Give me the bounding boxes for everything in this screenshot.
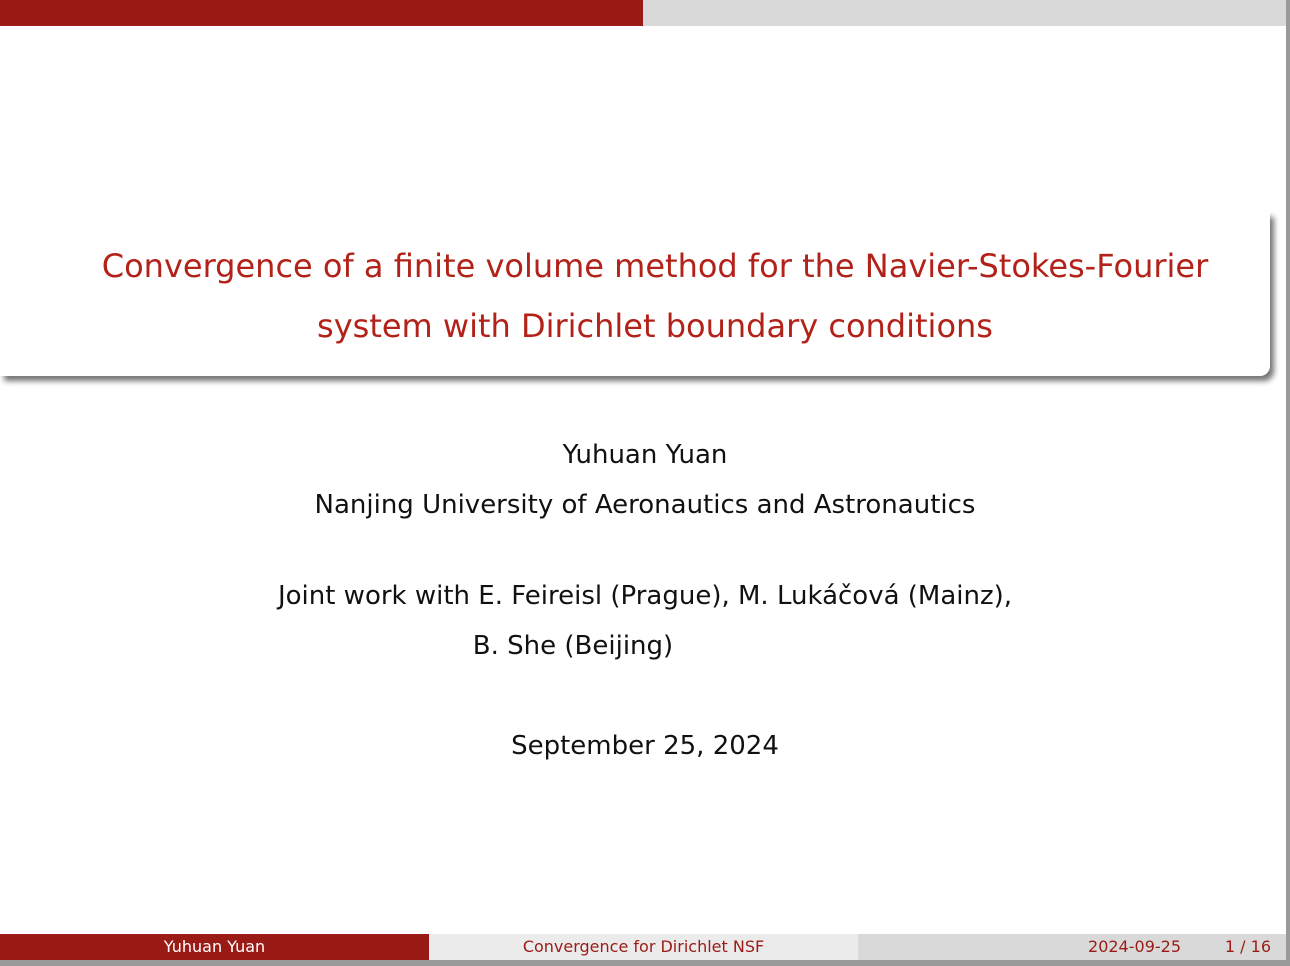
joint-work-line-1: Joint work with E. Feireisl (Prague), M. Lukáčová (Mainz), xyxy=(277,581,1013,611)
footer-info xyxy=(858,934,1286,960)
footer xyxy=(0,934,1286,960)
frame-edge-right xyxy=(1286,0,1290,966)
footer-page-number[interactable]: 1 / 16 xyxy=(1224,937,1271,956)
institute: Nanjing University of Aeronautics and Astronautics xyxy=(314,490,976,520)
footer-author: Yuhuan Yuan xyxy=(0,934,429,960)
joint-work-line-2: B. She (Beijing) xyxy=(472,631,674,661)
progress-bar-fill xyxy=(0,0,643,26)
title-line-1: Convergence of a finite volume method for the Navier-Stokes-Fourier xyxy=(101,247,1209,285)
progress-bar xyxy=(0,0,1286,26)
footer-short-title: Convergence for Dirichlet NSF xyxy=(429,934,858,960)
footer-date: 2024-09-25 xyxy=(1088,937,1181,956)
presentation-date: September 25, 2024 xyxy=(511,731,779,761)
frame-edge-bottom xyxy=(0,960,1290,966)
title-line-2: system with Dirichlet boundary conditions xyxy=(317,307,993,345)
author-name: Yuhuan Yuan xyxy=(562,440,728,470)
slide-title xyxy=(40,236,1270,356)
